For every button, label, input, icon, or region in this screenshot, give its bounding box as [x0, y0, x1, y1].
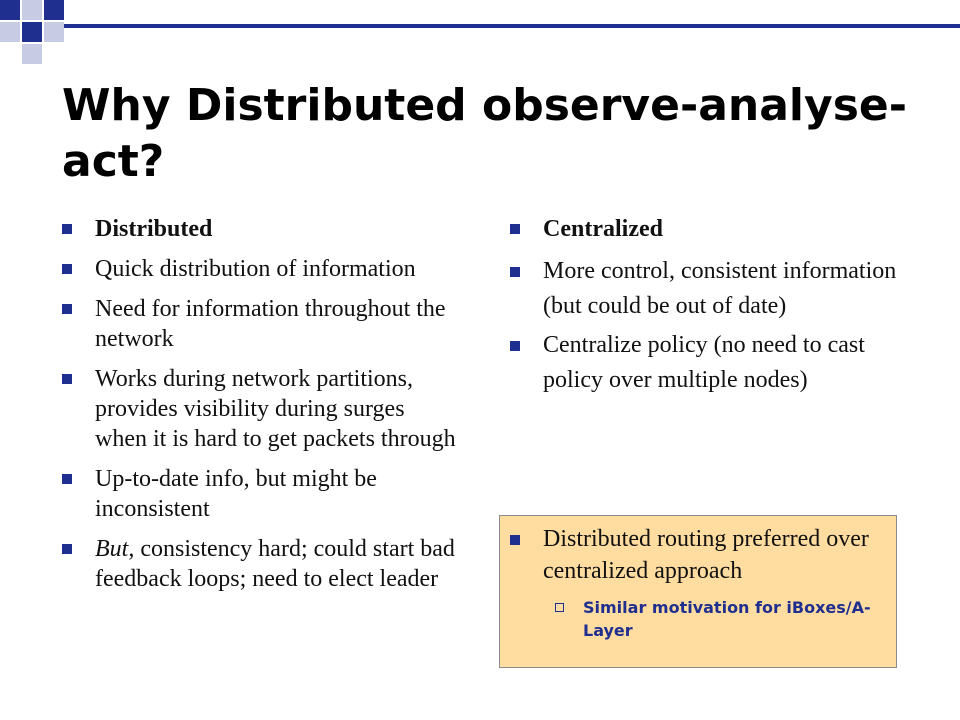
- hollow-bullet-icon: [555, 603, 564, 612]
- bullet-icon: [510, 535, 520, 545]
- callout-sub-item: Similar motivation for iBoxes/A-Layer: [553, 596, 873, 642]
- list-item: Centralized: [510, 214, 910, 244]
- list-item: Centralize policy (no need to cast policy over multiple nodes): [510, 328, 910, 398]
- bullet-icon: [62, 544, 72, 554]
- slide-title: Why Distributed observe-analyse-act?: [62, 80, 907, 187]
- right-bullet-list: [510, 214, 910, 398]
- bullet-icon: [62, 374, 72, 384]
- bullet-icon: [62, 264, 72, 274]
- title-rule: [64, 24, 960, 28]
- list-item: Distributed: [62, 214, 462, 244]
- list-item: Works during network partitions, provides visibility during surges when it is hard to get packets through: [62, 364, 462, 454]
- bullet-icon: [62, 304, 72, 314]
- list-item: But, consistency hard; could start bad feedback loops; need to elect leader: [62, 534, 462, 594]
- bullet-icon: [510, 341, 520, 351]
- callout-list: [510, 523, 880, 587]
- list-item: Distributed routing preferred over centralized approach: [510, 523, 880, 587]
- bullet-icon: [62, 224, 72, 234]
- bullet-icon: [510, 267, 520, 277]
- left-bullet-list: [62, 214, 462, 594]
- list-item: Quick distribution of information: [62, 254, 462, 284]
- list-item: Need for information throughout the network: [62, 294, 462, 354]
- list-item: More control, consistent information (but could be out of date): [510, 254, 910, 324]
- bullet-icon: [510, 224, 520, 234]
- bullet-icon: [62, 474, 72, 484]
- list-item: Up-to-date info, but might be inconsistent: [62, 464, 462, 524]
